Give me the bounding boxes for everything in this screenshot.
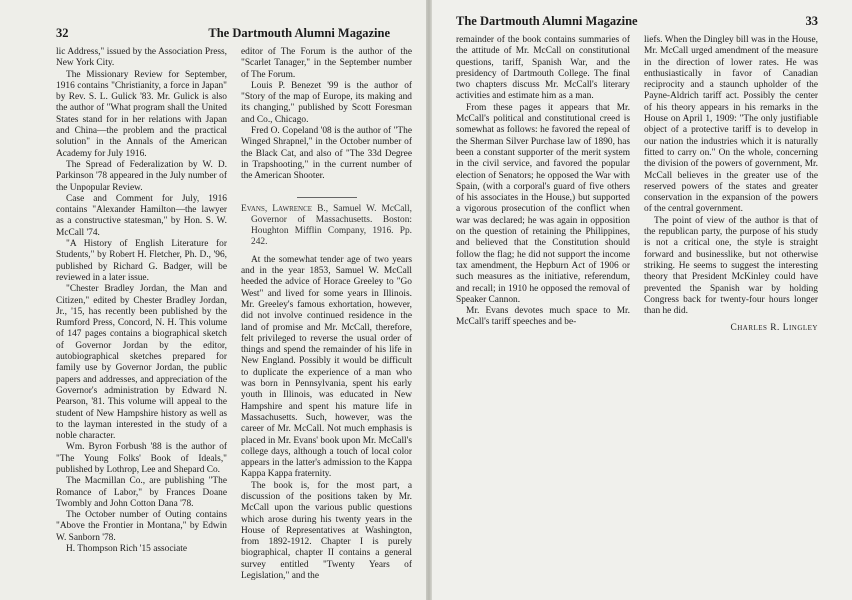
paragraph: H. Thompson Rich '15 associate <box>66 544 188 555</box>
right-page-header <box>456 14 818 29</box>
paragraph: liefs. When the Dingley bill was in the House, Mr. McCall urged amendment of the measure in the direction of lower rates. He was enthusiastically in favor of Canadian reciprocity and a staunch upholder of the Payne-Aldrich tariff act. Possibly the center of his theory appears in his remarks in the House on April 1, 1909: "The only justifiable object of a protective tariff is to develop in our nation the industries which it is naturally fitted to carry on." On the whole, concerning the division of the powers of government, Mr. McCall believes in the greater use of the reserved powers of the states and greater conservation in the expansion of the powers of the central government. <box>644 35 818 215</box>
paragraph: "Chester Bradley Jordan, the Man and Citizen," edited by Chester Bradley Jordan, Jr., '15, has recently been published by the Rumford Press, Concord, N. H. This volume of 147 pages contains a biographical sketch of Governor Jordan by the editor, autobiographical sketches prepared for family use by Governor Jordan, the public papers and addresses, and appreciation of the Governor's administration by Edward N. Pearson, '81. This volume will appeal to the student of New Hampshire history as well as to the layman interested in the study of a noble character. <box>56 284 227 442</box>
book-review-heading <box>241 204 412 249</box>
right-page-column-1 <box>456 35 630 344</box>
paragraph: Fred O. Copeland '08 is the author of "The Winged Shrapnel," in the October number of the Black Cat, and also of "The 33d Degree in Trapshooting," in the current number of the American Shooter. <box>241 126 412 182</box>
paragraph: Wm. Byron Forbush '88 is the author of "The Young Folks' Book of Ideals," published by Lothrop, Lee and Shepard Co. <box>56 442 227 475</box>
left-page-columns <box>56 47 412 582</box>
right-page <box>432 0 852 600</box>
paragraph: Case and Comment for July, 1916 contains "Alexander Hamilton—the lawyer as a constructive statesman," by Hon. S. W. McCall '74. <box>56 193 227 238</box>
section-divider <box>297 197 357 198</box>
paragraph: The book is, for the most part, a discussion of the positions taken by Mr. McCall upon the various public questions which arose during his twenty years in the House of Representatives at Washington, from 1892-1912. Chapter I is purely biographical, chapter II contains a general survey entitled "Twenty Years of Legislation," and the <box>241 480 412 582</box>
left-page-header <box>56 26 412 41</box>
left-page-column-2 <box>241 47 412 582</box>
review-book-author: Evans, Lawrence B., <box>241 203 329 214</box>
paragraph: Mr. Evans devotes much space to Mr. McCall's tariff speeches and be- <box>456 306 630 328</box>
paragraph: At the somewhat tender age of two years and in the year 1853, Samuel W. McCall heeded the advice of Horace Greeley to "Go West" and lived for some years in Illinois. Mr. Greeley's famous exhortation, however, did not involve continued residence in the land of promise and Mr. McCall, therefore, felt privileged to reverse the usual order of things and spend the remainder of his life in New England. Possibly it would be difficult to duplicate the experience of a man who was born in Pennsylvania, spent his early youth in Illinois, was educated in New Hampshire and spent his mature life in Massachusetts. Such, however, was the career of Mr. McCall. Not much emphasis is placed in Mr. Evans' book upon Mr. McCall's college days, although a touch of local color appears in the latter's admission to the Kappa Kappa Kappa fraternity. <box>241 254 412 480</box>
page-number: 33 <box>805 14 818 28</box>
right-page-column-2 <box>644 35 818 344</box>
right-page-columns <box>456 35 818 344</box>
paragraph: The Spread of Federalization by W. D. Parkinson '78 appeared in the July number of the Unpopular Review. <box>56 159 227 193</box>
paragraph: Louis P. Benezet '99 is the author of "Story of the map of Europe, its making and its changing," published by Scott Foresman and Co., Chicago. <box>241 80 412 125</box>
review-book-details: Samuel W. McCall, Governor of Massachusetts. Boston: Houghton Mifflin Company, 1916. Pp. 242. <box>251 203 412 248</box>
running-title: The Dartmouth Alumni Magazine <box>456 14 638 28</box>
review-signature: Charles R. Lingley <box>730 323 818 334</box>
paragraph: "A History of English Literature for Students," by Robert H. Fletcher, Ph. D., '96, published by Richard G. Badger, will be reviewed in a later issue. <box>56 239 227 283</box>
paragraph: The October number of Outing contains "Above the Frontier in Montana," by Edwin W. Sanborn '78. <box>56 510 227 543</box>
paragraph: lic Address," issued by the Association Press, New York City. <box>56 47 227 69</box>
paragraph: The point of view of the author is that of the republican party, the purpose of his study is not a critical one, the style is straight forward and businesslike, but not otherwise striking. He seems to suggest the interesting theory that President McKinley could have prevented the Spanish war by holding Congress back for twenty-four hours longer than he did. <box>644 215 818 317</box>
paragraph: editor of The Forum is the author of the "Scarlet Tanager," in the September number of The Forum. <box>241 47 412 80</box>
paragraph: The Macmillan Co., are publishing "The Romance of Labor," by Frances Doane Twombly and John Cotton Dana '78. <box>56 476 227 509</box>
paragraph: From these pages it appears that Mr. McCall's political and constitutional creed is somewhat as follows: he favored the repeal of the Sherman Silver Purchase law of 1890, has been a constant supporter of the merit system in the civil service, and favored the popular election of Senators; he opposed the War with Spain, (with a corporal's guard of five others of his associates in the House,) but supported a vigorous prosecution of the conflict when war was declared; he was again in opposition on the question of retaining the Philippines, and believed that the Constitution should follow the flag; he did not support the income tax amendment, the Hepburn Act of 1906 or such measures as the initiative, referendum, and recall; in 1910 he opposed the removal of Speaker Cannon. <box>456 102 630 305</box>
paragraph: The Missionary Review for September, 1916 contains "Christianity, a force in Japan" by Rev. S. L. Gulick '83. Mr. Gulick is also the author of "What program shall the United States stand for in her relations with Japan and China—the problem and the practical solution" in the Annals of the American Academy for July 1916. <box>56 69 227 159</box>
left-page-column-1 <box>56 47 227 582</box>
paragraph: remainder of the book contains summaries of the attitude of Mr. McCall on constitutional questions, tariff, Spanish War, and the presidency of Dartmouth College. The final two chapters discuss Mr. McCall's literary activities and estimate him as a man. <box>456 35 630 102</box>
running-title: The Dartmouth Alumni Magazine <box>208 26 390 40</box>
page-number: 32 <box>56 26 69 40</box>
